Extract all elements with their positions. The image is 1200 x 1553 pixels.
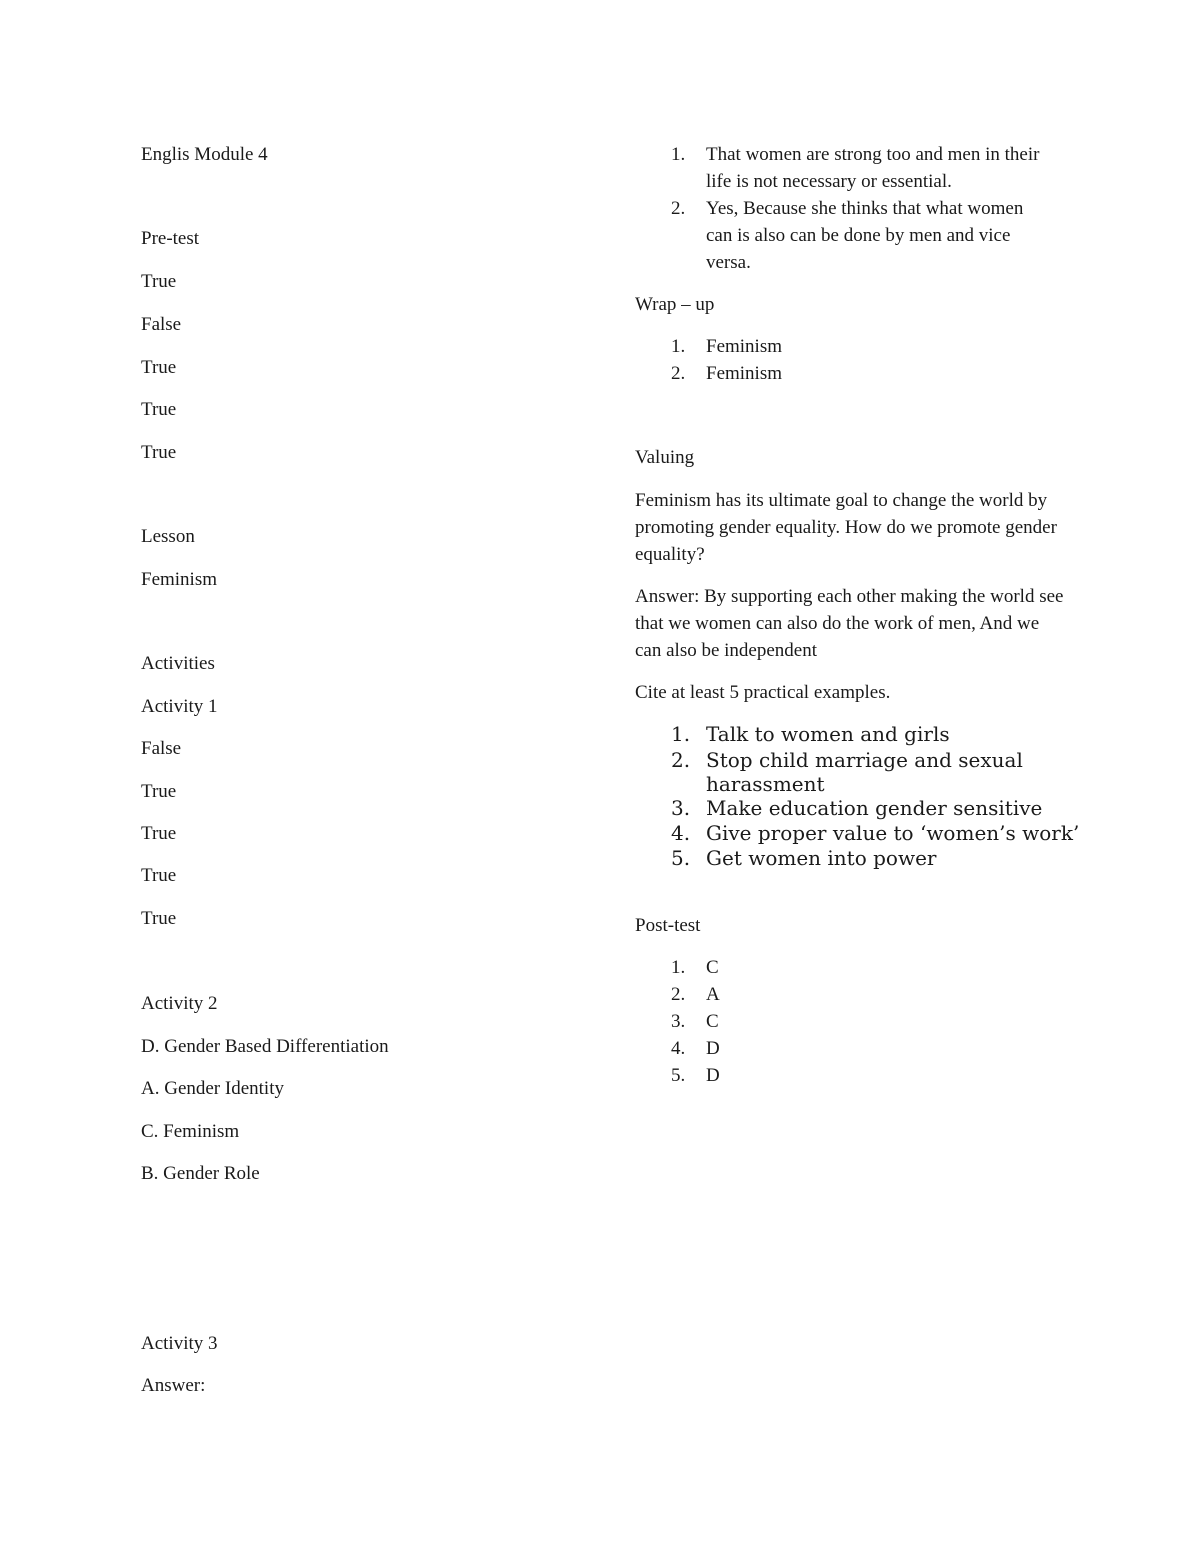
activity1-answer-4: True [141, 865, 177, 886]
valuing-question: Feminism has its ultimate goal to change the world by promoting gender equality. How do we promote gender equality? [635, 490, 1057, 565]
list-number: 3. [671, 1011, 686, 1032]
activity1-heading: Activity 1 [141, 696, 218, 717]
list-text: Make education gender sensitive [706, 796, 1043, 820]
list-number: 1. [671, 957, 686, 978]
cite-prompt: Cite at least 5 practical examples. [635, 682, 891, 703]
activity2-heading: Activity 2 [141, 993, 218, 1014]
list-text: Feminism [706, 363, 783, 384]
activities-heading: Activities [141, 653, 215, 674]
activity3-heading: Activity 3 [141, 1333, 218, 1354]
lesson-topic: Feminism [141, 569, 218, 590]
list-number: 1. [671, 144, 686, 165]
list-number: 4. [671, 821, 691, 845]
activity2-answer-1: D. Gender Based Differentiation [141, 1036, 389, 1057]
pretest-answer-1: True [141, 271, 177, 292]
list-text: Give proper value to ‘women’s work’ [706, 821, 1080, 845]
list-text: C [706, 1011, 719, 1032]
list-text: C [706, 957, 719, 978]
list-text: That women are strong too and men in their life is not necessary or essential. [706, 144, 1040, 192]
valuing-heading: Valuing [635, 447, 695, 468]
list-number: 2. [671, 363, 686, 384]
activity1-answer-1: False [141, 738, 182, 759]
list-text: A [706, 984, 720, 1005]
list-number: 5. [671, 846, 691, 870]
pretest-heading: Pre-test [141, 228, 200, 249]
list-text: Yes, Because she thinks that what women can is also can be done by men and vice versa. [706, 198, 1024, 273]
activity3-answer-label: Answer: [141, 1375, 206, 1396]
activity1-answer-2: True [141, 781, 177, 802]
list-number: 2. [671, 198, 686, 219]
list-number: 1. [671, 336, 686, 357]
activity2-answer-4: B. Gender Role [141, 1163, 260, 1184]
lesson-heading: Lesson [141, 526, 195, 547]
activity2-answer-3: C. Feminism [141, 1121, 240, 1142]
list-text: Get women into power [706, 846, 937, 870]
list-number: 1. [671, 722, 691, 746]
activity2-answer-2: A. Gender Identity [141, 1078, 284, 1099]
pretest-answer-5: True [141, 442, 177, 463]
pretest-answer-4: True [141, 399, 177, 420]
document-title: Englis Module 4 [141, 144, 268, 165]
list-text: D [706, 1038, 720, 1059]
valuing-answer: Answer: By supporting each other making the world see that we women can also do the work of men, And we can also be independent [635, 586, 1064, 661]
list-text: Feminism [706, 336, 783, 357]
posttest-heading: Post-test [635, 915, 701, 936]
list-number: 2. [671, 984, 686, 1005]
list-text: Talk to women and girls [706, 722, 950, 746]
wrapup-heading: Wrap – up [635, 294, 715, 315]
list-number: 3. [671, 796, 691, 820]
activity1-answer-3: True [141, 823, 177, 844]
list-number: 5. [671, 1065, 686, 1086]
list-number: 4. [671, 1038, 686, 1059]
list-text: Stop child marriage and sexual harassment [706, 748, 1023, 796]
pretest-answer-3: True [141, 357, 177, 378]
pretest-answer-2: False [141, 314, 182, 335]
list-number: 2. [671, 748, 691, 772]
list-text: D [706, 1065, 720, 1086]
activity1-answer-5: True [141, 908, 177, 929]
